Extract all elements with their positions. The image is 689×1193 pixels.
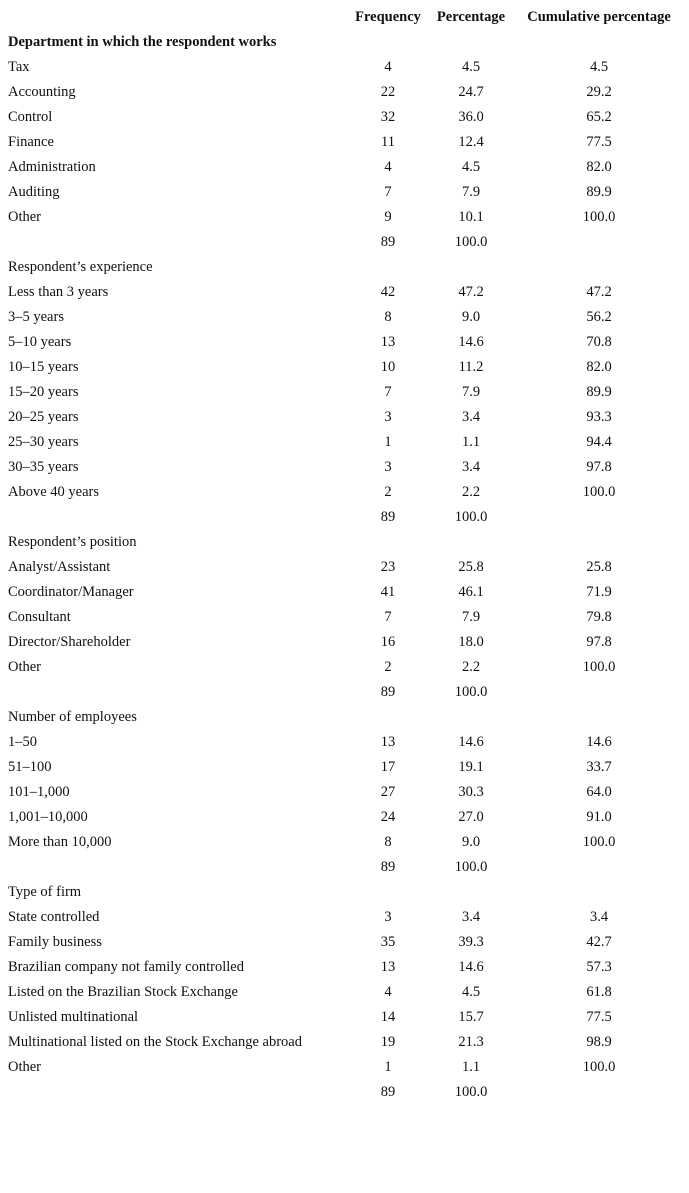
frequency-cell: 14 — [380, 1009, 396, 1025]
row-label: Unlisted multinational — [8, 1009, 139, 1025]
row-label: Coordinator/Manager — [8, 584, 134, 600]
frequency-cell: 3 — [384, 409, 392, 425]
percentage-cell: 9.0 — [461, 834, 481, 850]
percentage-cell: 30.3 — [458, 784, 484, 800]
row-label: Above 40 years — [8, 484, 100, 500]
frequency-cell: 16 — [380, 634, 396, 650]
cumulative-percentage-cell: 97.8 — [586, 459, 612, 475]
row-label: Other — [8, 659, 42, 675]
table-row — [0, 955, 689, 980]
row-label: 1,001–10,000 — [8, 809, 88, 825]
percentage-cell: 14.6 — [458, 959, 484, 975]
row-label: Other — [8, 209, 42, 225]
table-row — [0, 55, 689, 80]
table-row — [0, 630, 689, 655]
frequency-cell: 8 — [384, 834, 392, 850]
header-frequency: Frequency — [355, 9, 421, 25]
percentage-cell: 47.2 — [458, 284, 484, 300]
frequency-cell: 35 — [380, 934, 396, 950]
total-row — [0, 230, 689, 255]
section-title-label: Respondent’s position — [8, 534, 137, 550]
percentage-cell: 1.1 — [461, 1059, 481, 1075]
table-row — [0, 180, 689, 205]
cumulative-percentage-cell: 82.0 — [586, 159, 612, 175]
cumulative-percentage-cell: 77.5 — [586, 134, 612, 150]
table-row — [0, 155, 689, 180]
percentage-cell: 36.0 — [458, 109, 484, 125]
table-row — [0, 1030, 689, 1055]
row-label: Family business — [8, 934, 102, 950]
table-row — [0, 280, 689, 305]
percentage-cell: 7.9 — [461, 384, 481, 400]
cumulative-percentage-cell: 93.3 — [586, 409, 612, 425]
percentage-cell: 12.4 — [458, 134, 484, 150]
table-header — [0, 5, 689, 30]
cumulative-percentage-cell: 4.5 — [589, 59, 609, 75]
frequency-cell: 17 — [380, 759, 396, 775]
total-percentage: 100.0 — [454, 1084, 488, 1100]
row-label: State controlled — [8, 909, 100, 925]
percentage-cell: 10.1 — [458, 209, 484, 225]
frequency-cell: 19 — [380, 1034, 396, 1050]
percentage-cell: 3.4 — [461, 459, 481, 475]
table-row — [0, 830, 689, 855]
row-label: Less than 3 years — [8, 284, 109, 300]
frequency-cell: 1 — [384, 434, 392, 450]
section-title-label: Number of employees — [8, 709, 137, 725]
cumulative-percentage-cell: 33.7 — [586, 759, 612, 775]
total-percentage: 100.0 — [454, 509, 488, 525]
cumulative-percentage-cell: 64.0 — [586, 784, 612, 800]
frequency-cell: 2 — [384, 659, 392, 675]
cumulative-percentage-cell: 3.4 — [589, 909, 609, 925]
percentage-cell: 4.5 — [461, 159, 481, 175]
frequency-cell: 11 — [381, 134, 395, 150]
row-label: Brazilian company not family controlled — [8, 959, 244, 975]
table-row — [0, 330, 689, 355]
percentage-cell: 25.8 — [458, 559, 484, 575]
cumulative-percentage-cell: 61.8 — [586, 984, 612, 1000]
table-row — [0, 980, 689, 1005]
total-frequency: 89 — [380, 1084, 396, 1100]
section-title-label: Respondent’s experience — [8, 259, 153, 275]
percentage-cell: 7.9 — [461, 184, 481, 200]
cumulative-percentage-cell: 100.0 — [582, 484, 616, 500]
row-label: 25–30 years — [8, 434, 79, 450]
row-label: Administration — [8, 159, 96, 175]
total-frequency: 89 — [380, 509, 396, 525]
row-label: Other — [8, 1059, 42, 1075]
table-row — [0, 355, 689, 380]
cumulative-percentage-cell: 47.2 — [586, 284, 612, 300]
cumulative-percentage-cell: 94.4 — [586, 434, 612, 450]
percentage-cell: 3.4 — [461, 909, 481, 925]
percentage-cell: 14.6 — [458, 734, 484, 750]
header-cumulative-percentage: Cumulative percentage — [527, 9, 671, 25]
cumulative-percentage-cell: 56.2 — [586, 309, 612, 325]
section-title — [0, 705, 689, 730]
cumulative-percentage-cell: 79.8 — [586, 609, 612, 625]
cumulative-percentage-cell: 89.9 — [586, 384, 612, 400]
frequency-cell: 27 — [380, 784, 396, 800]
table-row — [0, 780, 689, 805]
cumulative-percentage-cell: 89.9 — [586, 184, 612, 200]
frequency-cell: 9 — [384, 209, 392, 225]
frequency-cell: 7 — [384, 184, 392, 200]
row-label: Analyst/Assistant — [8, 559, 111, 575]
section-title — [0, 30, 689, 55]
row-label: Consultant — [8, 609, 71, 625]
cumulative-percentage-cell: 98.9 — [586, 1034, 612, 1050]
frequency-cell: 22 — [380, 84, 396, 100]
table-row — [0, 655, 689, 680]
table-row — [0, 455, 689, 480]
row-label: 10–15 years — [8, 359, 79, 375]
table-row — [0, 1005, 689, 1030]
row-label: 101–1,000 — [8, 784, 70, 800]
row-label: More than 10,000 — [8, 834, 112, 850]
row-label: 51–100 — [8, 759, 52, 775]
row-label: 30–35 years — [8, 459, 79, 475]
cumulative-percentage-cell: 71.9 — [586, 584, 612, 600]
total-row — [0, 680, 689, 705]
frequency-cell: 7 — [384, 384, 392, 400]
row-label: 20–25 years — [8, 409, 79, 425]
percentage-cell: 3.4 — [461, 409, 481, 425]
row-label: 3–5 years — [8, 309, 64, 325]
cumulative-percentage-cell: 100.0 — [582, 834, 616, 850]
section-title-label: Department in which the respondent works — [8, 34, 277, 50]
cumulative-percentage-cell: 65.2 — [586, 109, 612, 125]
percentage-cell: 7.9 — [461, 609, 481, 625]
table-row — [0, 755, 689, 780]
section-title — [0, 880, 689, 905]
cumulative-percentage-cell: 82.0 — [586, 359, 612, 375]
total-row — [0, 1080, 689, 1105]
row-label: Director/Shareholder — [8, 634, 131, 650]
row-label: 5–10 years — [8, 334, 72, 350]
row-label: Multinational listed on the Stock Exchange abroad — [8, 1034, 302, 1050]
cumulative-percentage-cell: 25.8 — [586, 559, 612, 575]
row-label: Listed on the Brazilian Stock Exchange — [8, 984, 238, 1000]
frequency-cell: 2 — [384, 484, 392, 500]
table-row — [0, 105, 689, 130]
row-label: Auditing — [8, 184, 60, 200]
percentage-cell: 4.5 — [461, 59, 481, 75]
frequency-cell: 7 — [384, 609, 392, 625]
table-row — [0, 405, 689, 430]
frequency-cell: 1 — [384, 1059, 392, 1075]
total-row — [0, 505, 689, 530]
section-title — [0, 255, 689, 280]
header-percentage: Percentage — [436, 9, 506, 25]
cumulative-percentage-cell: 97.8 — [586, 634, 612, 650]
table-row — [0, 80, 689, 105]
percentage-cell: 19.1 — [458, 759, 484, 775]
percentage-cell: 11.2 — [458, 359, 484, 375]
frequency-cell: 42 — [380, 284, 396, 300]
frequency-cell: 13 — [380, 334, 396, 350]
row-label: Accounting — [8, 84, 76, 100]
percentage-cell: 27.0 — [458, 809, 484, 825]
percentage-cell: 2.2 — [461, 484, 481, 500]
total-row — [0, 855, 689, 880]
frequency-cell: 13 — [380, 734, 396, 750]
frequency-cell: 23 — [380, 559, 396, 575]
frequency-cell: 41 — [380, 584, 396, 600]
table-row — [0, 130, 689, 155]
row-label: Control — [8, 109, 53, 125]
percentage-cell: 14.6 — [458, 334, 484, 350]
percentage-cell: 18.0 — [458, 634, 484, 650]
cumulative-percentage-cell: 14.6 — [586, 734, 612, 750]
table-row — [0, 480, 689, 505]
table-row — [0, 605, 689, 630]
table-row — [0, 930, 689, 955]
total-frequency: 89 — [380, 859, 396, 875]
table-row — [0, 305, 689, 330]
table-row — [0, 905, 689, 930]
table-row — [0, 380, 689, 405]
total-frequency: 89 — [380, 684, 396, 700]
percentage-cell: 46.1 — [458, 584, 484, 600]
table-row — [0, 555, 689, 580]
percentage-cell: 1.1 — [461, 434, 481, 450]
total-percentage: 100.0 — [454, 859, 488, 875]
table-row — [0, 1055, 689, 1080]
frequency-cell: 3 — [384, 459, 392, 475]
frequency-cell: 10 — [380, 359, 396, 375]
percentage-cell: 9.0 — [461, 309, 481, 325]
table-row — [0, 805, 689, 830]
row-label: 15–20 years — [8, 384, 79, 400]
cumulative-percentage-cell: 57.3 — [586, 959, 612, 975]
total-percentage: 100.0 — [454, 684, 488, 700]
row-label: 1–50 — [8, 734, 37, 750]
frequency-cell: 3 — [384, 909, 392, 925]
cumulative-percentage-cell: 77.5 — [586, 1009, 612, 1025]
table-row — [0, 580, 689, 605]
section-title-label: Type of firm — [8, 884, 82, 900]
table-row — [0, 205, 689, 230]
frequency-cell: 4 — [384, 984, 392, 1000]
section-title — [0, 530, 689, 555]
percentage-cell: 4.5 — [461, 984, 481, 1000]
row-label: Tax — [8, 59, 30, 75]
table-row — [0, 730, 689, 755]
frequency-cell: 24 — [380, 809, 396, 825]
cumulative-percentage-cell: 100.0 — [582, 1059, 616, 1075]
cumulative-percentage-cell: 100.0 — [582, 209, 616, 225]
frequency-cell: 8 — [384, 309, 392, 325]
percentage-cell: 15.7 — [458, 1009, 484, 1025]
total-frequency: 89 — [380, 234, 396, 250]
cumulative-percentage-cell: 42.7 — [586, 934, 612, 950]
cumulative-percentage-cell: 29.2 — [586, 84, 612, 100]
total-percentage: 100.0 — [454, 234, 488, 250]
percentage-cell: 2.2 — [461, 659, 481, 675]
table-row — [0, 430, 689, 455]
frequency-cell: 32 — [380, 109, 396, 125]
percentage-cell: 21.3 — [458, 1034, 484, 1050]
cumulative-percentage-cell: 91.0 — [586, 809, 612, 825]
cumulative-percentage-cell: 70.8 — [586, 334, 612, 350]
frequency-cell: 13 — [380, 959, 396, 975]
row-label: Finance — [8, 134, 54, 150]
percentage-cell: 39.3 — [458, 934, 484, 950]
cumulative-percentage-cell: 100.0 — [582, 659, 616, 675]
frequency-cell: 4 — [384, 59, 392, 75]
frequency-cell: 4 — [384, 159, 392, 175]
percentage-cell: 24.7 — [458, 84, 484, 100]
